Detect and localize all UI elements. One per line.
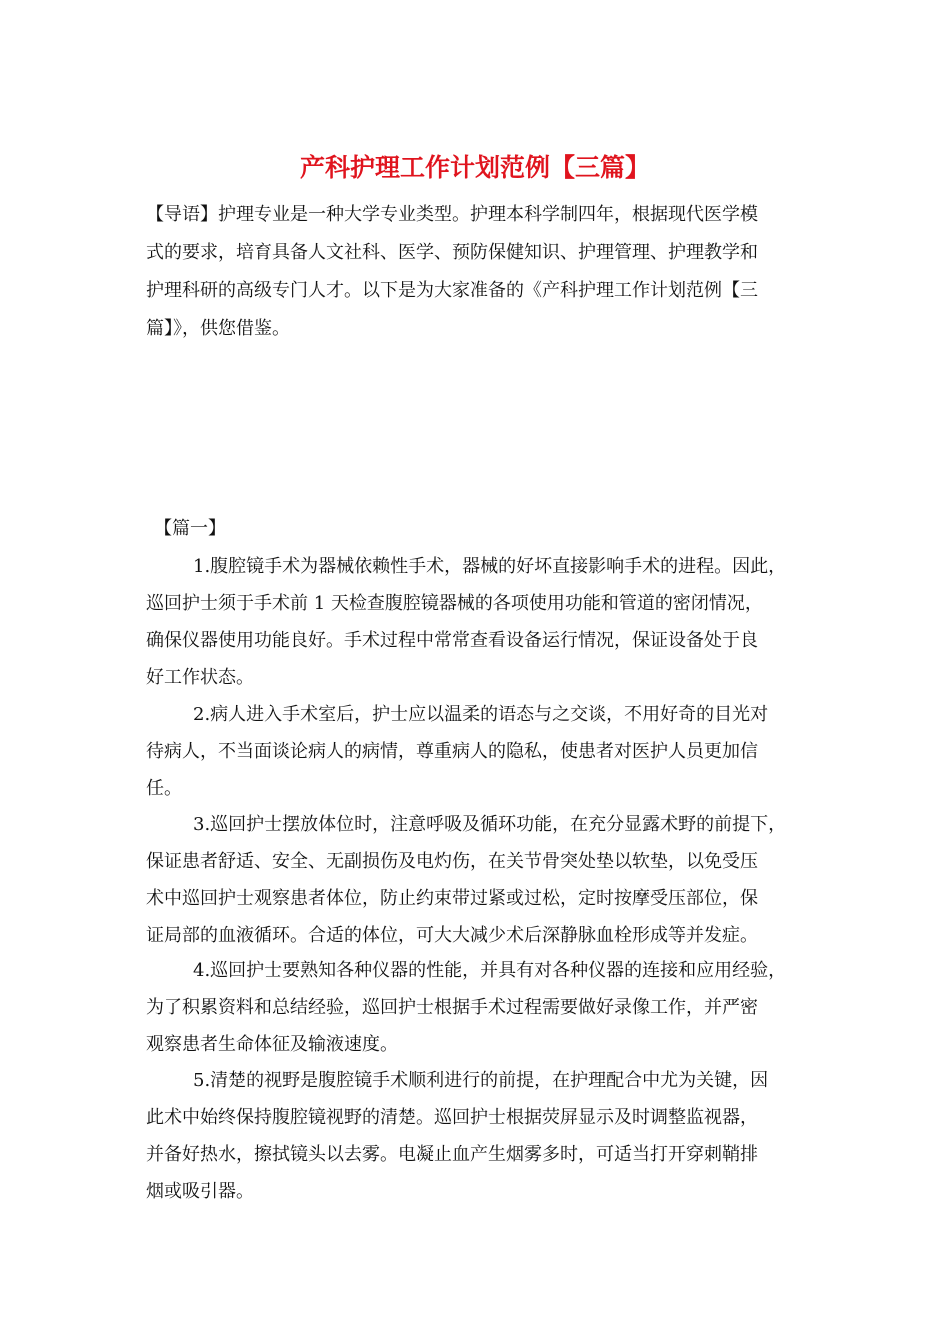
- paragraph-line: 术中巡回护士观察患者体位，防止约束带过紧或过松，定时按摩受压部位，保: [146, 888, 758, 909]
- intro-line: 【导语】护理专业是一种大学专业类型。护理本科学制四年，根据现代医学模: [146, 204, 758, 225]
- paragraph-line: 确保仪器使用功能良好。手术过程中常常查看设备运行情况，保证设备处于良: [146, 630, 758, 651]
- paragraph-line: 烟或吸引器。: [146, 1181, 254, 1202]
- paragraph-line: 5.清楚的视野是腹腔镜手术顺利进行的前提，在护理配合中尤为关键，因: [193, 1070, 769, 1091]
- paragraph-line: 巡回护士须于手术前 1 天检查腹腔镜器械的各项使用功能和管道的密闭情况，: [146, 593, 763, 614]
- paragraph-line: 3.巡回护士摆放体位时，注意呼吸及循环功能，在充分显露术野的前提下，: [193, 814, 787, 835]
- paragraph-line: 待病人，不当面谈论病人的病情，尊重病人的隐私，使患者对医护人员更加信: [146, 741, 758, 762]
- paragraph-line: 任。: [146, 778, 182, 799]
- paragraph-line: 保证患者舒适、安全、无副损伤及电灼伤，在关节骨突处垫以软垫，以免受压: [146, 851, 758, 872]
- paragraph-line: 为了积累资料和总结经验，巡回护士根据手术过程需要做好录像工作，并严密: [146, 997, 758, 1018]
- paragraph-line: 2.病人进入手术室后，护士应以温柔的语态与之交谈，不用好奇的目光对: [193, 704, 769, 725]
- intro-line: 篇】》，供您借鉴。: [146, 318, 290, 339]
- paragraph-line: 证局部的血液循环。合适的体位，可大大减少术后深静脉血栓形成等并发症。: [146, 925, 758, 946]
- intro-line: 护理科研的高级专门人才。以下是为大家准备的《产科护理工作计划范例【三: [146, 280, 758, 301]
- paragraph-line: 好工作状态。: [146, 667, 254, 688]
- paragraph-line: 此术中始终保持腹腔镜视野的清楚。巡回护士根据荧屏显示及时调整监视器，: [146, 1107, 758, 1128]
- intro-line: 式的要求，培育具备人文社科、医学、预防保健知识、护理管理、护理教学和: [146, 242, 758, 263]
- paragraph-3: [146, 806, 811, 954]
- paragraph-2: [146, 696, 811, 807]
- document-title: 产科护理工作计划范例【三篇】: [299, 153, 650, 182]
- intro-paragraph: [146, 196, 811, 348]
- paragraph-4: [146, 952, 811, 1063]
- section-label: 【篇一】: [154, 518, 226, 539]
- paragraph-line: 观察患者生命体征及输液速度。: [146, 1034, 398, 1055]
- paragraph-5: [146, 1062, 811, 1210]
- paragraph-line: 4.巡回护士要熟知各种仪器的性能，并具有对各种仪器的连接和应用经验，: [193, 960, 787, 981]
- paragraph-1: [146, 548, 811, 696]
- paragraph-line: 并备好热水，擦拭镜头以去雾。电凝止血产生烟雾多时，可适当打开穿刺鞘排: [146, 1144, 758, 1165]
- paragraph-line: 1.腹腔镜手术为器械依赖性手术，器械的好坏直接影响手术的进程。因此，: [193, 556, 787, 577]
